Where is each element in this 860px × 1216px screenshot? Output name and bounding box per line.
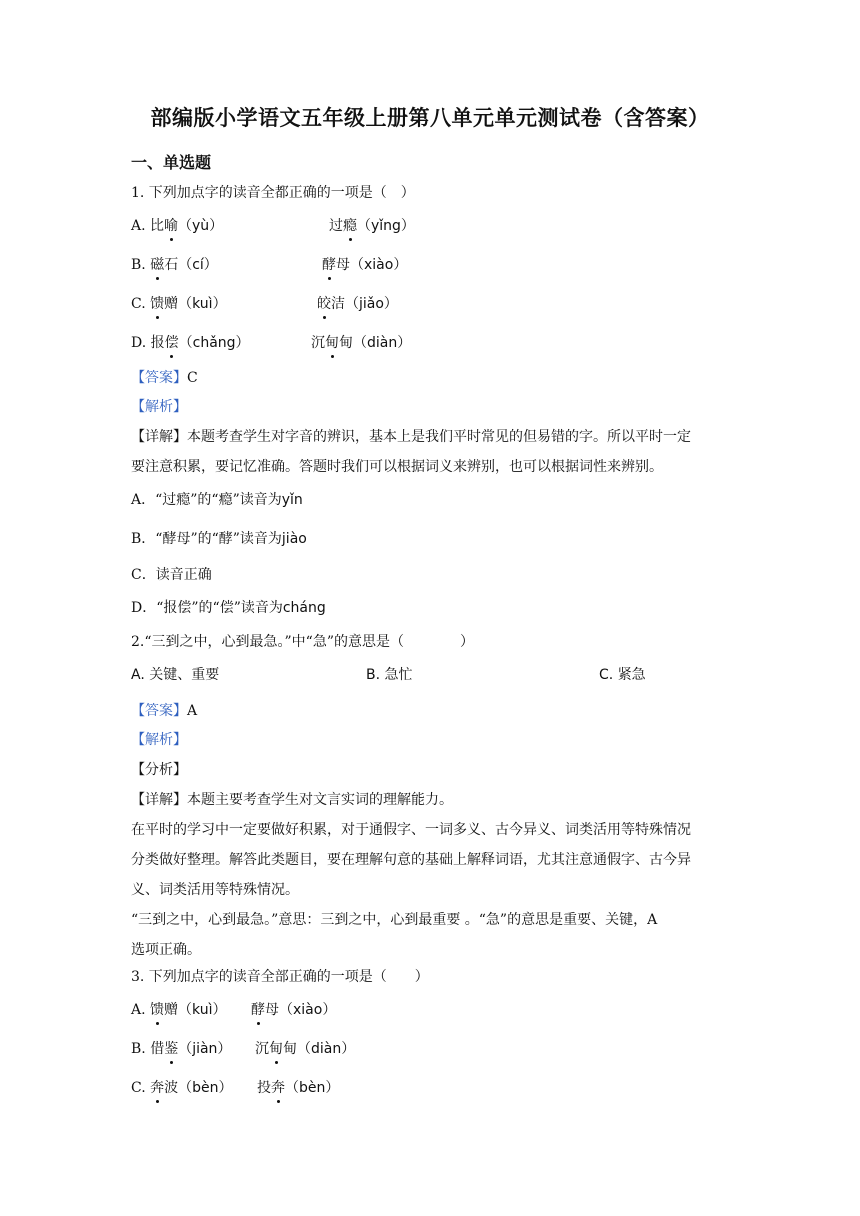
q2-fenxi-tag: 【分析】 bbox=[131, 762, 187, 778]
q2-option-b: B. 急忙 bbox=[366, 667, 413, 683]
document-title: 部编版小学语文五年级上册第八单元单元测试卷（含答案） bbox=[150, 106, 710, 130]
q3-stem: 3. 下列加点字的读音全部正确的一项是（ ） bbox=[131, 969, 429, 985]
q1-analysis-tag: 【解析】 bbox=[131, 399, 187, 415]
q2-detail-1: 【详解】本题主要考查学生对文言实词的理解能力。 bbox=[131, 792, 453, 808]
q2-detail-4: 义、词类活用等特殊情况。 bbox=[131, 882, 299, 898]
q2-detail-6: 选项正确。 bbox=[131, 942, 201, 958]
q1-option-a: A. 比喻（yù） 过瘾（yǐng） bbox=[131, 218, 415, 234]
q1-detail-1: 【详解】本题考查学生对字音的辨识，基本上是我们平时常见的但易错的字。所以平时一定 bbox=[131, 429, 691, 445]
q3-option-b: B. 借鉴（jiàn） 沉甸甸（diàn） bbox=[131, 1041, 356, 1057]
q1-note-a: A．“过瘾”的“瘾”读音为yǐn bbox=[131, 492, 303, 508]
q1-option-d: D. 报偿（chǎng） 沉甸甸（diàn） bbox=[131, 335, 412, 351]
q3-option-a: A. 馈赠（kuì） 酵母（xiào） bbox=[131, 1002, 337, 1018]
q2-analysis-tag: 【解析】 bbox=[131, 732, 187, 748]
q1-detail-2: 要注意积累，要记忆准确。答题时我们可以根据词义来辨别，也可以根据词性来辨别。 bbox=[131, 459, 663, 475]
q2-stem: 2.“三到之中，心到最急。”中“急”的意思是（ ） bbox=[131, 634, 474, 650]
q1-answer: 【答案】C bbox=[131, 370, 198, 386]
q1-note-b: B．“酵母”的“酵”读音为jiào bbox=[131, 531, 307, 547]
q1-option-b: B. 磁石（cí） 酵母（xiào） bbox=[131, 257, 408, 273]
section-heading: 一、单选题 bbox=[131, 153, 212, 172]
q2-option-c: C. 紧急 bbox=[599, 667, 646, 683]
q3-option-c: C. 奔波（bèn） 投奔（bèn） bbox=[131, 1080, 340, 1096]
q1-stem: 1. 下列加点字的读音全都正确的一项是（ ） bbox=[131, 185, 415, 201]
q2-detail-3: 分类做好整理。解答此类题目，要在理解句意的基础上解释词语，尤其注意通假字、古今异 bbox=[131, 852, 691, 868]
q2-answer: 【答案】A bbox=[131, 703, 198, 719]
q2-detail-5: “三到之中，心到最急。”意思：三到之中，心到最重要 。“急”的意思是重要、关键，A bbox=[131, 912, 658, 928]
q1-note-c: C．读音正确 bbox=[131, 567, 212, 583]
q2-option-a: A. 关键、重要 bbox=[131, 667, 220, 683]
q1-note-d: D．“报偿”的“偿”读音为cháng bbox=[131, 600, 326, 616]
q1-option-c: C. 馈赠（kuì） 皎洁（jiǎo） bbox=[131, 296, 398, 312]
q2-detail-2: 在平时的学习中一定要做好积累，对于通假字、一词多义、古今异义、词类活用等特殊情况 bbox=[131, 822, 691, 838]
